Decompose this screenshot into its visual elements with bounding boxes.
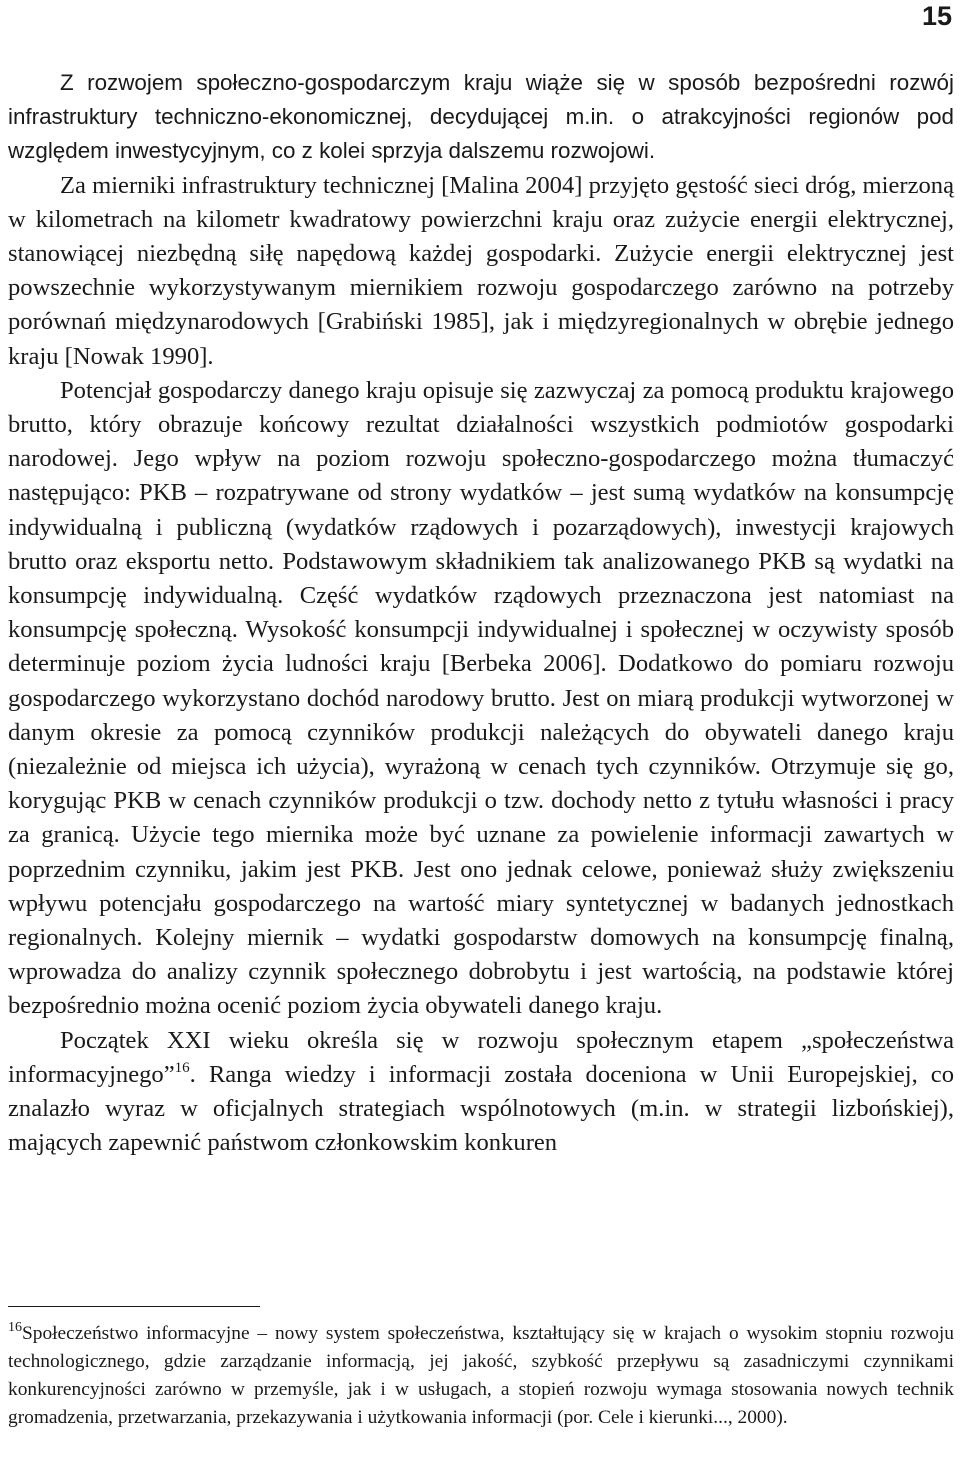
body-text <box>8 66 954 1161</box>
paragraph-4-text-after-ref: . Ranga wiedzy i informacji została doceniona w Unii Europejskiej, co znalazło wyraz w oficjalnych strategiach wspólnotowych (m.in. w strategii lizbońskiej), mających zapewnić państwom członkowskim konkuren <box>8 1060 954 1157</box>
footnote-text: Społeczeństwo informacyjne – nowy system społeczeństwa, kształtujący się w krajach o wysokim stopniu rozwoju technologicznego, gdzie zarządzanie informacją, jej jakość, szybkość przepływu są zasadniczymi czynnikami konkurencyjności zarówno w przemyśle, jak i w usługach, a stopień rozwoju wymaga stosowania nowych technik gromadzenia, przetwarzania, przekazywania i użytkowania informacji (por. Cele i kierunki..., 2000). <box>8 1323 954 1428</box>
footnote-separator <box>8 1306 260 1307</box>
footnote-number: 16 <box>8 1320 22 1335</box>
paragraph-1: Z rozwojem społeczno-gospodarczym kraju wiąże się w sposób bezpośredni rozwój infrastruktury techniczno-ekonomicznej, decydującej m.in. o atrakcyjności regionów pod względem inwestycyjnym, co z kolei sprzyja dalszemu rozwojowi. <box>8 70 954 164</box>
paragraph-3: Potencjał gospodarczy danego kraju opisuje się zazwyczaj za pomocą produktu krajowego brutto, który obrazuje końcowy rezultat działalności wszystkich podmiotów gospodarki narodowej. Jego wpływ na poziom rozwoju społeczno-gospodarczego można tłumaczyć następująco: PKB – rozpatrywane od strony wydatków – jest sumą wydatków na konsumpcję indywidualną i publiczną (wydatków rządowych i pozarządowych), inwestycji krajowych brutto oraz eksportu netto. Podstawowym składnikiem tak analizowanego PKB są wydatki na konsumpcję indywidualną. Część wydatków rządowych przeznaczona jest natomiast na konsumpcję społeczną. Wysokość konsumpcji indywidualnej i społecznej w oczywisty sposób determinuje poziom życia ludności kraju [Berbeka 2006]. Dodatkowo do pomiaru rozwoju gospodarczego wykorzystano dochód narodowy brutto. Jest on miarą produkcji wytworzonej w danym okresie za pomocą czynników produkcji należących do obywateli danego kraju (niezależnie od miejsca ich użycia), wyrażoną w cenach tych czynników. Otrzymuje się go, korygując PKB w cenach czynników produkcji o tzw. dochody netto z tytułu własności i pracy za granicą. Użycie tego miernika może być uznane za powielenie informacji zawartych w poprzednim czynniku, jakim jest PKB. Jest ono jednak celowe, ponieważ służy zwiększeniu wpływu potencjału gospodarczego na wartość miary syntetycznej w badanych jednostkach regionalnych. Kolejny miernik – wydatki gospodarstw domowych na konsumpcję finalną, wprowadza do analizy czynnik społecznego dobrobytu i jest wartością, na podstawie której bezpośrednio można ocenić poziom życia obywateli danego kraju. <box>8 376 954 1020</box>
footnote-reference: 16 <box>174 1059 190 1076</box>
paragraph-2: Za mierniki infrastruktury technicznej [Malina 2004] przyjęto gęstość sieci dróg, mierzoną w kilometrach na kilometr kwadratowy powierzchni kraju oraz zużycie energii elektrycznej, stanowiącej niezbędną siłę napędową każdej gospodarki. Zużycie energii elektrycznej jest powszechnie wykorzystywanym miernikiem rozwoju gospodarczego zarówno na potrzeby porównań międzynarodowych [Grabiński 1985], jak i międzyregionalnych w obrębie jednego kraju [Nowak 1990]. <box>8 171 954 370</box>
footnote-16 <box>8 1320 954 1432</box>
paragraph-4-text-before-ref: Początek XXI wieku określa się w rozwoju społecznym etapem „społeczeństwa informacyjnego” <box>8 1026 954 1088</box>
page-number: 15 <box>921 1 952 31</box>
paragraph-4 <box>8 1024 954 1161</box>
